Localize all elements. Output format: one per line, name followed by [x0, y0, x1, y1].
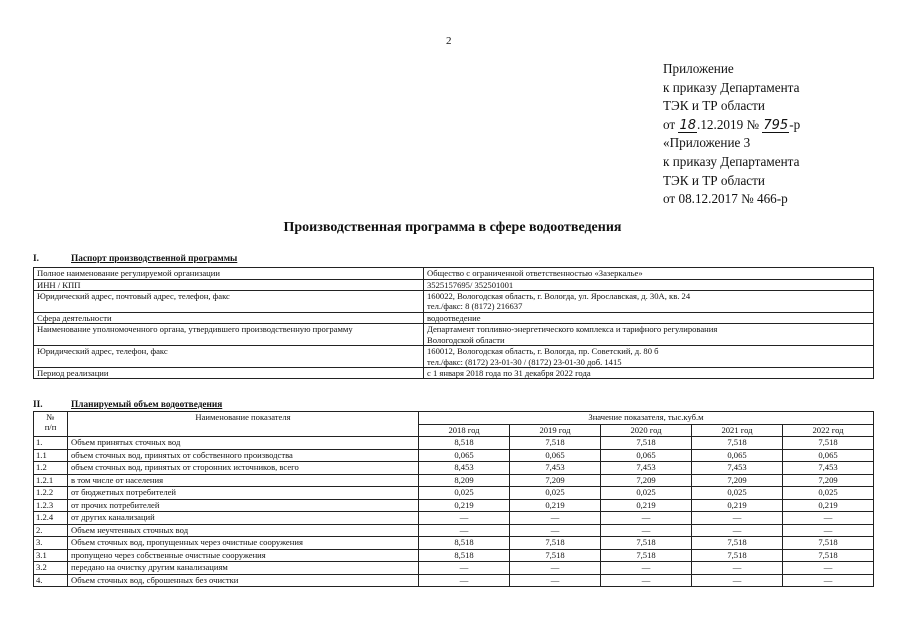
table-row: [34, 291, 874, 313]
passport-label: Наименование уполномоченного органа, утвердившего производственную программу: [34, 324, 424, 346]
row-number: 1.2.3: [34, 499, 68, 512]
row-name: Объем сточных вод, пропущенных через очистные сооружения: [68, 537, 419, 550]
handwritten-day: 18: [679, 117, 697, 133]
row-value: 7,518: [692, 537, 783, 550]
row-value: 8,518: [419, 437, 510, 450]
row-value: —: [783, 574, 874, 587]
row-number: 1.2.1: [34, 474, 68, 487]
header-num-line: №: [46, 412, 55, 422]
row-value: —: [419, 574, 510, 587]
row-value: 8,518: [419, 549, 510, 562]
table-row: [34, 499, 874, 512]
passport-value-line: Департамент топливно-энергетического комплекса и тарифного регулирования: [427, 324, 718, 335]
header-year: 2022 год: [783, 424, 874, 437]
handwritten-number: 795: [763, 117, 789, 133]
row-value: 0,065: [419, 449, 510, 462]
row-value: 7,209: [692, 474, 783, 487]
table-row: [34, 367, 874, 379]
row-value: —: [510, 524, 601, 537]
row-value: 8,209: [419, 474, 510, 487]
row-value: —: [783, 524, 874, 537]
row-name: в том числе от населения: [68, 474, 419, 487]
row-number: 2.: [34, 524, 68, 537]
row-value: —: [601, 562, 692, 575]
header-year: 2018 год: [419, 424, 510, 437]
passport-label: Полное наименование регулируемой организации: [34, 268, 424, 280]
passport-value: [424, 291, 874, 313]
row-number: 1.1: [34, 449, 68, 462]
row-name: объем сточных вод, принятых от сторонних источников, всего: [68, 462, 419, 475]
table-header-row: [34, 412, 874, 425]
table-row: [34, 437, 874, 450]
table-row: [34, 474, 874, 487]
row-value: 7,518: [783, 537, 874, 550]
appendix-line: от 08.12.2017 № 466-р: [663, 191, 788, 207]
row-value: 7,518: [601, 537, 692, 550]
appendix-line: к приказу Департамента: [663, 79, 800, 95]
passport-value-line: тел./факс: (8172) 23-01-30 / (8172) 23-01-30 доб. 1415: [427, 356, 622, 367]
section-heading-passport: [33, 254, 237, 264]
row-value: —: [510, 562, 601, 575]
row-value: 7,209: [601, 474, 692, 487]
row-value: 7,518: [601, 549, 692, 562]
row-value: —: [419, 512, 510, 525]
section-number: I.: [33, 254, 39, 264]
row-number: 1.2.2: [34, 487, 68, 500]
table-row: [34, 574, 874, 587]
row-value: 0,025: [419, 487, 510, 500]
row-value: 7,518: [783, 549, 874, 562]
row-value: 0,025: [601, 487, 692, 500]
order-prefix: от: [663, 116, 679, 132]
row-number: 4.: [34, 574, 68, 587]
row-value: 7,518: [601, 437, 692, 450]
row-value: —: [692, 574, 783, 587]
appendix-header: [663, 60, 898, 209]
appendix-line: ТЭК и ТР области: [663, 98, 765, 114]
row-value: 7,518: [510, 549, 601, 562]
row-number: 1.: [34, 437, 68, 450]
volume-table-body: [34, 437, 874, 587]
passport-value-line: тел./факс: 8 (8172) 216637: [427, 301, 523, 312]
table-row: [34, 346, 874, 368]
row-value: —: [419, 562, 510, 575]
header-year: 2021 год: [692, 424, 783, 437]
row-value: 7,518: [510, 437, 601, 450]
table-row: [34, 524, 874, 537]
row-name: от бюджетных потребителей: [68, 487, 419, 500]
row-value: 0,025: [783, 487, 874, 500]
table-row: [34, 537, 874, 550]
row-value: 7,453: [783, 462, 874, 475]
row-value: —: [601, 512, 692, 525]
passport-label: Сфера деятельности: [34, 312, 424, 324]
passport-label: Период реализации: [34, 367, 424, 379]
appendix-order-line: [663, 116, 898, 135]
row-value: —: [601, 524, 692, 537]
header-year: 2019 год: [510, 424, 601, 437]
row-value: 8,453: [419, 462, 510, 475]
header-name: Наименование показателя: [68, 412, 419, 437]
header-num: [34, 412, 68, 437]
row-value: 7,209: [783, 474, 874, 487]
table-row: [34, 549, 874, 562]
row-value: —: [692, 512, 783, 525]
row-number: 1.2.4: [34, 512, 68, 525]
row-value: —: [692, 562, 783, 575]
table-row: [34, 449, 874, 462]
header-num-line: п/п: [44, 422, 57, 433]
row-name: передано на очистку другим канализациям: [68, 562, 419, 575]
row-value: 0,219: [783, 499, 874, 512]
row-value: 7,453: [601, 462, 692, 475]
table-row: [34, 324, 874, 346]
passport-value-line: 160022, Вологодская область, г. Вологда, ул. Ярославская, д. 30А, кв. 24: [427, 291, 691, 301]
row-value: 0,025: [692, 487, 783, 500]
section-number: II.: [33, 400, 43, 410]
row-value: 0,219: [510, 499, 601, 512]
row-name: объем сточных вод, принятых от собственного производства: [68, 449, 419, 462]
row-name: от других канализаций: [68, 512, 419, 525]
table-row: [34, 268, 874, 280]
passport-label: Юридический адрес, телефон, факс: [34, 346, 424, 368]
row-name: пропущено через собственные очистные сооружения: [68, 549, 419, 562]
header-year: 2020 год: [601, 424, 692, 437]
passport-value-line: 160012, Вологодская область, г. Вологда, пр. Советский, д. 80 б: [427, 346, 659, 357]
row-value: 0,219: [601, 499, 692, 512]
row-value: 0,065: [601, 449, 692, 462]
row-value: 0,025: [510, 487, 601, 500]
row-value: —: [419, 524, 510, 537]
row-value: 7,518: [692, 437, 783, 450]
row-number: 1.2: [34, 462, 68, 475]
row-value: 7,518: [783, 437, 874, 450]
row-value: 0,219: [692, 499, 783, 512]
row-value: —: [601, 574, 692, 587]
row-value: 0,065: [783, 449, 874, 462]
row-value: 0,065: [692, 449, 783, 462]
row-number: 3.1: [34, 549, 68, 562]
section-heading-volume: [33, 400, 222, 410]
row-value: 7,453: [692, 462, 783, 475]
passport-value: 3525157695/ 352501001: [424, 279, 874, 291]
row-value: 8,518: [419, 537, 510, 550]
row-name: Объем принятых сточных вод: [68, 437, 419, 450]
document-title: Производственная программа в сфере водоотведения: [283, 220, 622, 235]
row-value: 0,219: [419, 499, 510, 512]
volume-table: [33, 411, 874, 587]
passport-table: [33, 267, 874, 379]
table-row: [34, 562, 874, 575]
row-value: 7,518: [692, 549, 783, 562]
row-value: —: [510, 512, 601, 525]
row-value: 7,453: [510, 462, 601, 475]
row-value: 0,065: [510, 449, 601, 462]
header-value: Значение показателя, тыс.куб.м: [419, 412, 874, 425]
row-name: Объем неучтенных сточных вод: [68, 524, 419, 537]
passport-value: с 1 января 2018 года по 31 декабря 2022 года: [424, 367, 874, 379]
section-title: Планируемый объем водоотведения: [71, 400, 223, 410]
row-value: —: [783, 562, 874, 575]
passport-value: Общество с ограниченной ответственностью «Зазеркалье»: [424, 268, 874, 280]
appendix-line: к приказу Департамента: [663, 153, 800, 169]
row-name: Объем сточных вод, сброшенных без очистки: [68, 574, 419, 587]
table-row: [34, 279, 874, 291]
table-row: [34, 487, 874, 500]
appendix-line: «Приложение 3: [663, 135, 751, 151]
row-value: —: [783, 512, 874, 525]
row-value: —: [692, 524, 783, 537]
page-number: 2: [446, 35, 452, 47]
row-name: от прочих потребителей: [68, 499, 419, 512]
section-title: Паспорт производственной программы: [71, 254, 238, 264]
order-suffix: -р: [789, 116, 801, 132]
row-number: 3.2: [34, 562, 68, 575]
table-row: [34, 312, 874, 324]
row-number: 3.: [34, 537, 68, 550]
passport-label: Юридический адрес, почтовый адрес, телефон, факс: [34, 291, 424, 313]
table-row: [34, 512, 874, 525]
passport-value-line: Вологодской области: [427, 334, 505, 345]
passport-value: [424, 324, 874, 346]
order-mid: .12.2019 №: [697, 116, 763, 132]
appendix-line: Приложение: [663, 61, 734, 76]
row-value: 7,518: [510, 537, 601, 550]
row-value: —: [510, 574, 601, 587]
passport-value: [424, 346, 874, 368]
table-row: [34, 462, 874, 475]
passport-value: водоотведение: [424, 312, 874, 324]
passport-label: ИНН / КПП: [34, 279, 424, 291]
row-value: 7,209: [510, 474, 601, 487]
appendix-line: ТЭК и ТР области: [663, 172, 765, 188]
